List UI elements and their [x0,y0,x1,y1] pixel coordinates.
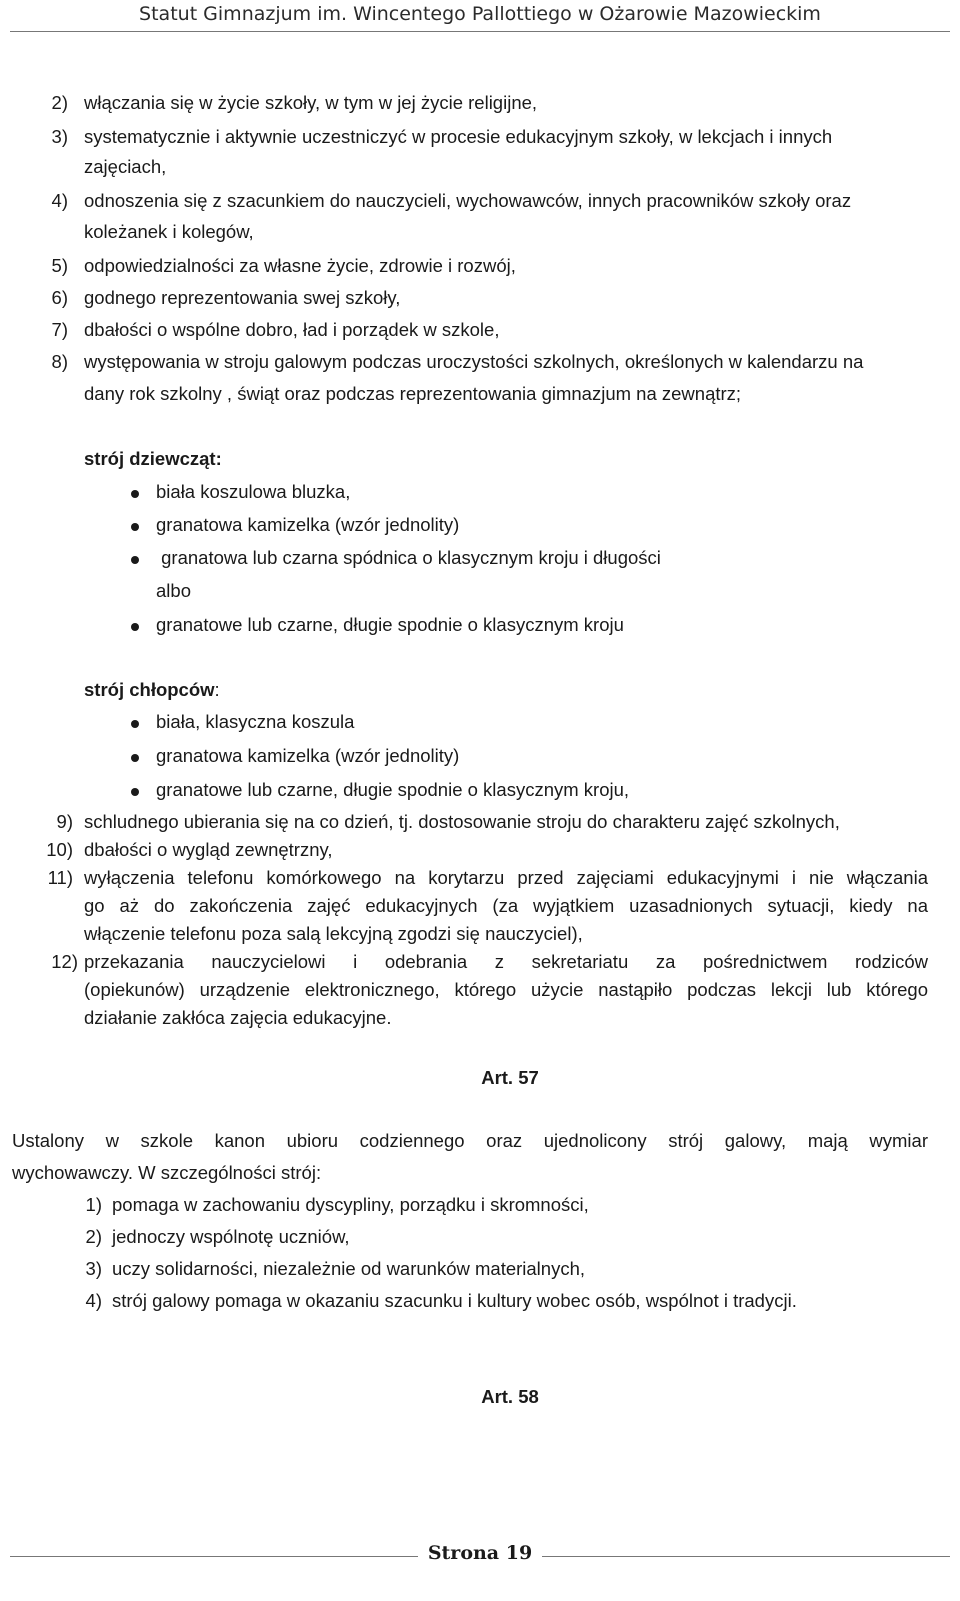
bullet-icon [131,623,139,631]
bullet-icon [131,720,139,728]
bullet-icon [131,523,139,531]
header-divider [10,31,950,32]
boys-dress-heading-bold: strój chłopców [84,679,215,700]
page-number [0,1542,960,1564]
boys-dress-heading-colon: : [214,679,220,700]
article-58-heading: Art. 58 [481,1386,539,1407]
page-number-label: Strona 19 [418,1542,542,1564]
bullet-icon [131,788,139,796]
article-57-heading: Art. 57 [481,1067,539,1088]
bullet-icon [131,556,139,564]
page-header: Statut Gimnazjum im. Wincentego Pallottiego w Ożarowie Mazowieckim [139,3,821,25]
bullet-icon [131,754,139,762]
bullet-icon [131,490,139,498]
